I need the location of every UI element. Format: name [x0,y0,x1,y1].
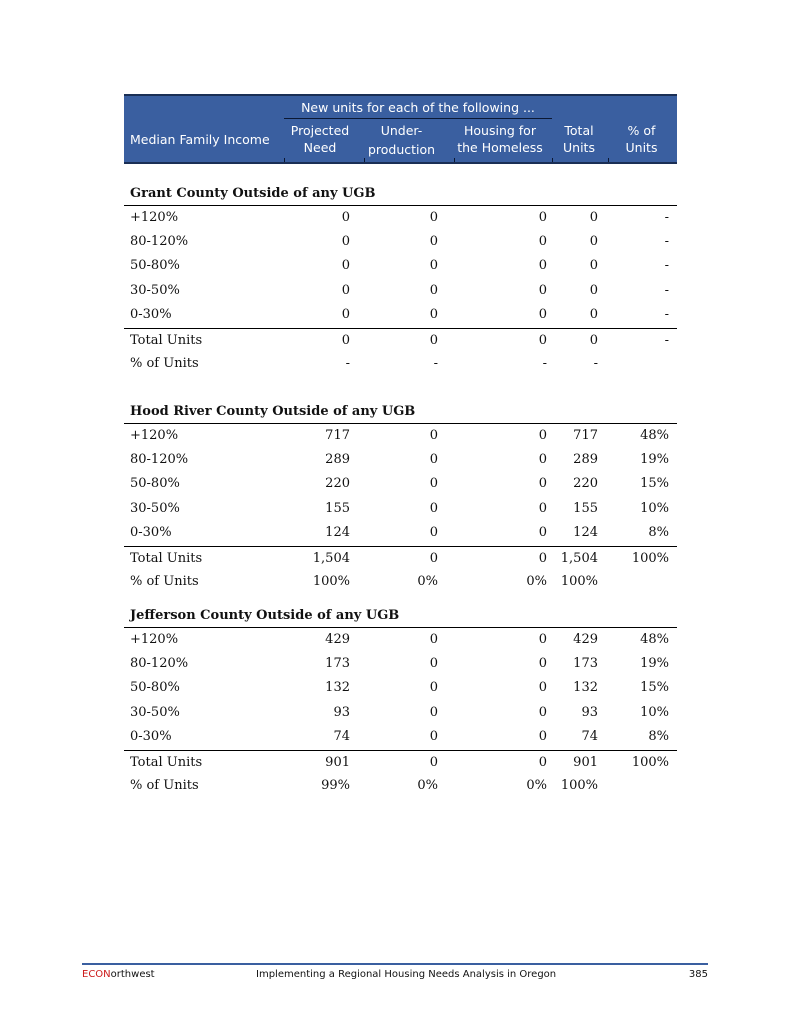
total-units-value: 0 [589,258,598,273]
underproduction-value: 0% [417,778,438,793]
header-projected-line2: Need [303,140,337,155]
pct-units-value: 10% [640,704,669,720]
underproduction-value: 0 [429,754,438,770]
projected-need-value: 0 [341,210,350,225]
page-footer [82,963,708,987]
table-row [124,328,677,353]
underproduction-value: 0 [429,680,438,695]
section-title: Grant County Outside of any UGB [130,186,376,201]
table-row [124,279,677,303]
underproduction-value: 0 [429,525,438,540]
pct-units-value: 15% [640,476,669,491]
underproduction-value: 0 [429,282,438,298]
projected-need-value: 289 [325,451,350,467]
pct-units-value: 8% [648,729,669,744]
underproduction-value: 0 [429,307,438,322]
row-label: % of Units [130,356,199,371]
row-label: 30-50% [130,282,180,298]
table-row [124,725,677,749]
pct-units-value: - [664,332,669,348]
total-units-value: 717 [573,428,598,443]
homeless-value: 0 [538,428,547,443]
pct-units-value: 15% [640,680,669,695]
total-units-value: 74 [581,729,598,744]
header-span-label: New units for each of the following ... [301,100,535,115]
row-label: 80-120% [130,233,189,249]
table-row [124,676,677,700]
header-homeless-line2: the Homeless [457,140,543,155]
row-label: 30-50% [130,500,180,516]
homeless-value: 0 [538,451,547,467]
header-total-units [554,122,604,156]
total-units-value: 901 [573,754,598,770]
section-title: Hood River County Outside of any UGB [130,404,416,419]
header-divider [284,158,285,162]
homeless-value: 0 [538,282,547,298]
projected-need-value: 0 [341,332,350,348]
total-units-value: 124 [573,525,598,540]
table-row [124,627,677,652]
row-label: Total Units [130,550,203,566]
projected-need-value: 1,504 [312,550,350,566]
total-units-value: - [593,356,598,371]
row-label: 50-80% [130,680,180,695]
underproduction-value: 0 [429,451,438,467]
header-median-income: Median Family Income [130,132,270,147]
pct-units-value: - [664,233,669,249]
pct-units-value: 8% [648,525,669,540]
projected-need-value: 429 [325,632,350,647]
underproduction-value: 0 [429,233,438,249]
projected-need-value: 74 [333,729,350,744]
projected-need-value: 901 [325,754,350,770]
pct-units-value: 48% [640,428,669,443]
row-label: 0-30% [130,525,172,540]
footer-brand-rest: orthwest [110,969,155,980]
underproduction-value: 0 [429,704,438,720]
header-total-line2: Units [563,140,595,155]
housing-needs-table [124,94,677,164]
total-units-value: 0 [589,210,598,225]
total-units-value: 155 [573,500,598,516]
table-row [124,303,677,327]
projected-need-value: 155 [325,500,350,516]
homeless-value: 0 [538,525,547,540]
header-homeless-line1: Housing for [464,123,536,138]
pct-units-value: 10% [640,500,669,516]
projected-need-value: 132 [325,680,350,695]
total-units-value: 100% [560,778,598,793]
table-row [124,448,677,472]
table-header [124,94,677,164]
homeless-value: 0 [538,332,547,348]
projected-need-value: 220 [325,476,350,491]
table-row [124,570,677,594]
homeless-value: 0% [526,778,547,793]
projected-need-value: 93 [333,704,350,720]
homeless-value: 0 [538,233,547,249]
projected-need-value: 99% [321,778,350,793]
table-row [124,750,677,775]
homeless-value: 0 [538,632,547,647]
underproduction-value: 0 [429,550,438,566]
header-homeless [454,122,546,156]
total-units-value: 93 [581,704,598,720]
table-row [124,205,677,230]
projected-need-value: 173 [325,655,350,671]
pct-units-value: 48% [640,632,669,647]
homeless-value: 0 [538,680,547,695]
underproduction-value: 0 [429,632,438,647]
header-pct-line1: % of [627,123,656,138]
header-divider [608,158,609,162]
pct-units-value: - [664,282,669,298]
underproduction-value: 0 [429,258,438,273]
header-divider [454,158,455,162]
homeless-value: 0 [538,500,547,516]
footer-page-number: 385 [688,969,708,980]
header-divider [364,158,365,162]
header-pct-units [612,122,671,156]
homeless-value: 0 [538,704,547,720]
underproduction-value: 0 [429,428,438,443]
header-projected-line1: Projected [290,123,350,138]
underproduction-value: 0 [429,655,438,671]
total-units-value: 173 [573,655,598,671]
section-title: Jefferson County Outside of any UGB [130,608,400,623]
header-total-line1: Total [564,123,594,138]
header-pct-line2: Units [625,140,658,155]
homeless-value: 0 [538,307,547,322]
row-label: 50-80% [130,476,180,491]
total-units-value: 220 [573,476,598,491]
table-row [124,472,677,496]
total-units-value: 0 [589,282,598,298]
homeless-value: 0 [538,729,547,744]
row-label: % of Units [130,778,199,793]
row-label: 50-80% [130,258,180,273]
row-label: % of Units [130,574,199,589]
projected-need-value: - [345,356,350,371]
table-row [124,497,677,521]
homeless-value: 0 [538,476,547,491]
total-units-value: 100% [560,574,598,589]
underproduction-value: 0 [429,332,438,348]
projected-need-value: 0 [341,233,350,249]
projected-need-value: 100% [312,574,350,589]
header-divider [552,158,553,162]
row-label: Total Units [130,754,203,770]
homeless-value: 0 [538,210,547,225]
footer-brand-econ: ECON [82,969,111,980]
total-units-value: 289 [573,451,598,467]
table-row [124,701,677,725]
projected-need-value: 717 [325,428,350,443]
total-units-value: 429 [573,632,598,647]
footer-doc-title: Implementing a Regional Housing Needs Analysis in Oregon [256,969,557,980]
pct-units-value: - [664,258,669,273]
header-underproduction [364,122,439,158]
projected-need-value: 0 [341,282,350,298]
pct-units-value: 100% [631,754,669,770]
row-label: +120% [130,210,179,225]
table-row [124,423,677,448]
underproduction-value: 0% [417,574,438,589]
homeless-value: 0 [538,258,547,273]
row-label: 0-30% [130,729,172,744]
underproduction-value: 0 [429,210,438,225]
homeless-value: - [542,356,547,371]
projected-need-value: 124 [325,525,350,540]
homeless-value: 0% [526,574,547,589]
projected-need-value: 0 [341,258,350,273]
table-row [124,521,677,545]
table-row [124,652,677,676]
homeless-value: 0 [538,550,547,566]
underproduction-value: 0 [429,500,438,516]
underproduction-value: - [433,356,438,371]
row-label: 80-120% [130,655,189,671]
header-span-divider [284,118,552,119]
footer-brand [82,969,155,980]
underproduction-value: 0 [429,729,438,744]
row-label: Total Units [130,332,203,348]
row-label: 30-50% [130,704,180,720]
table-row [124,254,677,278]
total-units-value: 1,504 [560,550,598,566]
total-units-value: 0 [589,233,598,249]
pct-units-value: 19% [640,655,669,671]
homeless-value: 0 [538,655,547,671]
underproduction-value: 0 [429,476,438,491]
row-label: 0-30% [130,307,172,322]
pct-units-value: - [664,210,669,225]
header-projected-need [284,122,356,156]
row-label: +120% [130,632,179,647]
total-units-value: 0 [589,307,598,322]
header-under-line2: production [367,142,436,157]
table-row [124,546,677,571]
row-label: 80-120% [130,451,189,467]
pct-units-value: 100% [631,550,669,566]
table-row [124,774,677,798]
table-row [124,230,677,254]
total-units-value: 132 [573,680,598,695]
projected-need-value: 0 [341,307,350,322]
total-units-value: 0 [589,332,598,348]
header-under-line1: Under- [380,123,423,138]
homeless-value: 0 [538,754,547,770]
row-label: +120% [130,428,179,443]
table-row [124,352,677,376]
pct-units-value: 19% [640,451,669,467]
pct-units-value: - [664,307,669,322]
